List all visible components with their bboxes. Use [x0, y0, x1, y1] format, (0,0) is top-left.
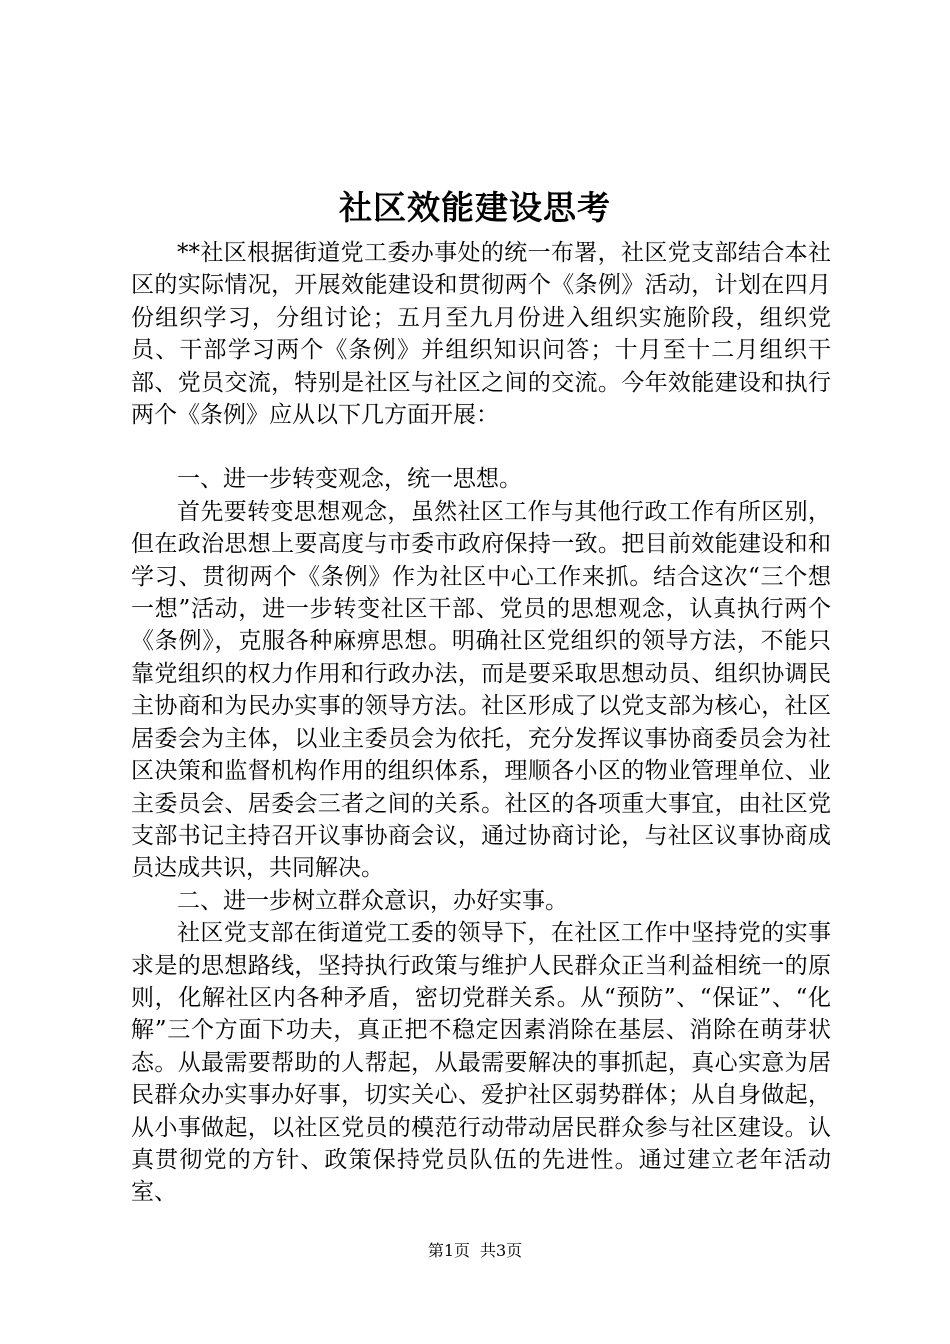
- page-number: 第1页: [427, 1241, 470, 1260]
- document-title: 社区效能建设思考: [339, 188, 611, 227]
- page-footer: [0, 1240, 950, 1262]
- page-total: 共3页: [480, 1241, 523, 1260]
- section-paragraph-2: 社区党支部在街道党工委的领导下，在社区工作中坚持党的实事求是的思想路线，坚持执行政策与维护人民群众正当利益相统一的原则，化解社区内各种矛盾，密切党群关系。从“预防”、“保证”、“化解”三个方面下功夫，真正把不稳定因素消除在基层、消除在萌芽状态。从最需要帮助的人帮起，从最需要解决的事抓起，真心实意为居民群众办实事办好事，切实关心、爱护社区弱势群体；从自身做起，从小事做起，以社区党员的模范行动带动居民群众参与社区建设。认真贯彻党的方针、政策保持党员队伍的先进性。通过建立老年活动室、: [131, 920, 831, 1206]
- intro-paragraph: **社区根据街道党工委办事处的统一布署，社区党支部结合本社区的实际情况，开展效能建设和贯彻两个《条例》活动，计划在四月份组织学习，分组讨论；五月至九月份进入组织实施阶段，组织党员、干部学习两个《条例》并组织知识问答；十月至十二月组织干部、党员交流，特别是社区与社区之间的交流。今年效能建设和执行两个《条例》应从以下几方面开展：: [131, 240, 831, 429]
- document-body: [131, 237, 831, 1209]
- section-heading-1: 一、进一步转变观念，统一思想。: [177, 466, 522, 493]
- section-paragraph-1: 首先要转变思想观念，虽然社区工作与其他行政工作有所区别，但在政治思想上要高度与市委市政府保持一致。把目前效能建设和和学习、贯彻两个《条例》作为社区中心工作来抓。结合这次“三个想一想”活动，进一步转变社区干部、党员的思想观念，认真执行两个《条例》，克服各种麻痹思想。明确社区党组织的领导方法，不能只靠党组织的权力作用和行政办法，而是要采取思想动员、组织协调民主协商和为民办实事的领导方法。社区形成了以党支部为核心，社区居委会为主体，以业主委员会为依托，充分发挥议事协商委员会为社区决策和监督机构作用的组织体系，理顺各小区的物业管理单位、业主委员会、居委会三者之间的关系。社区的各项重大事宜，由社区党支部书记主持召开议事协商会议，通过协商讨论，与社区议事协商成员达成共识，共同解决。: [131, 498, 831, 882]
- section-heading-2: 二、进一步树立群众意识，办好实事。: [177, 887, 568, 914]
